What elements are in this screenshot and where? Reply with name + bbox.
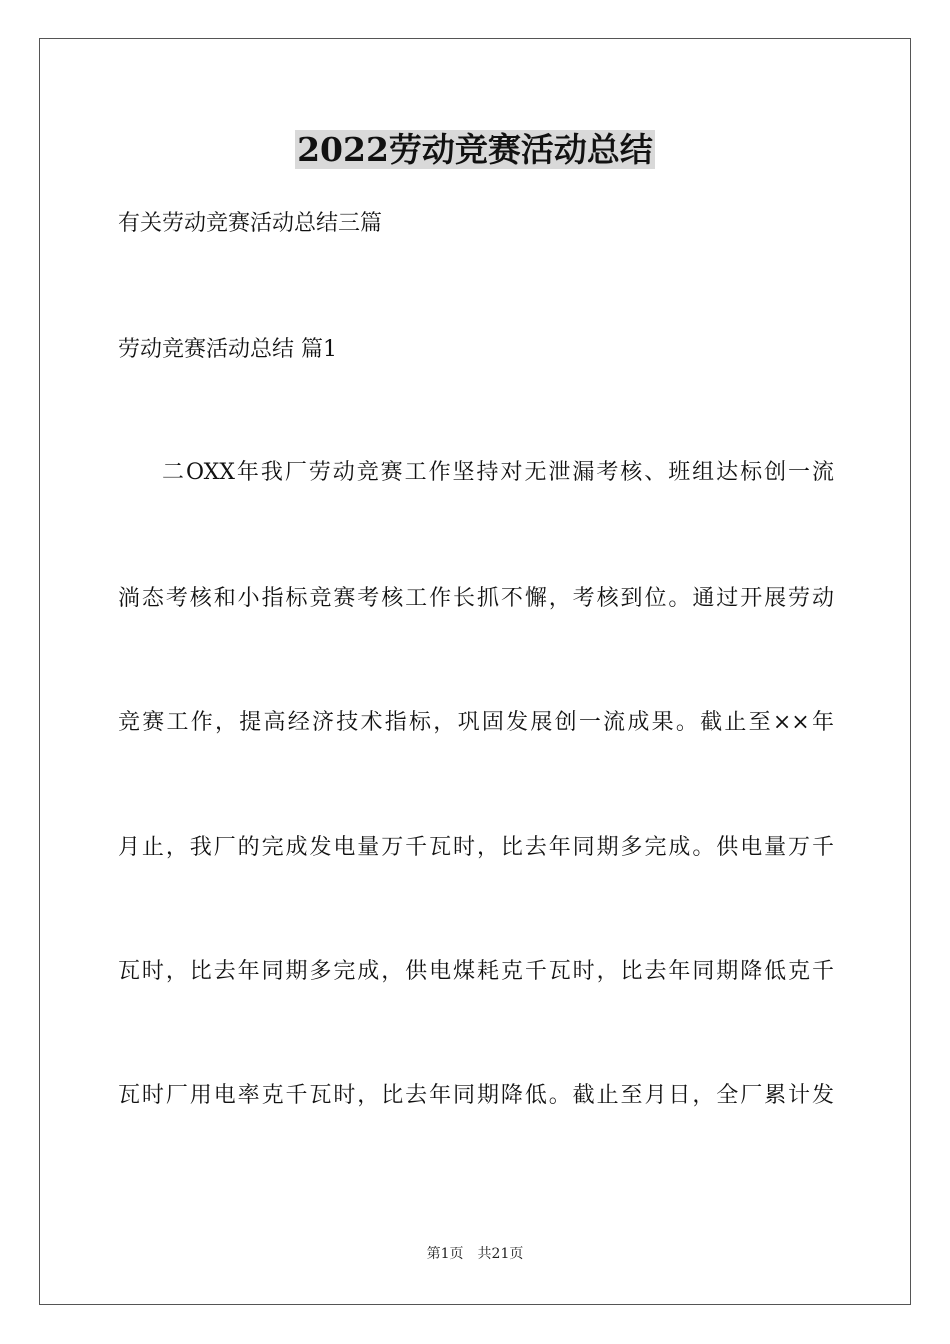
page-total: 共21页: [477, 1246, 524, 1262]
body-line-5: 瓦时，比去年同期多完成，供电煤耗克千瓦时，比去年同期降低克千: [118, 959, 834, 984]
page-footer: [0, 1244, 950, 1264]
document-title: [0, 128, 950, 172]
document-title-text: 2022劳动竞赛活动总结: [297, 130, 653, 169]
page-number: 第1页: [426, 1246, 464, 1262]
section-heading: 劳动竞赛活动总结 篇1: [118, 337, 337, 362]
body-line-3: 竞赛工作，提高经济技术指标，巩固发展创一流成果。截止至××年: [118, 710, 834, 735]
body-line-6: 瓦时厂用电率克千瓦时，比去年同期降低。截止至月日，全厂累计发: [118, 1083, 834, 1108]
document-subtitle: 有关劳动竞赛活动总结三篇: [118, 211, 383, 236]
body-line-1: 二OXX年我厂劳动竞赛工作坚持对无泄漏考核、班组达标创一流: [162, 460, 834, 485]
body-line-4: 月止，我厂的完成发电量万千瓦时，比去年同期多完成。供电量万千: [118, 835, 834, 860]
body-line-2: 淌态考核和小指标竞赛考核工作长抓不懈，考核到位。通过开展劳动: [118, 586, 834, 611]
